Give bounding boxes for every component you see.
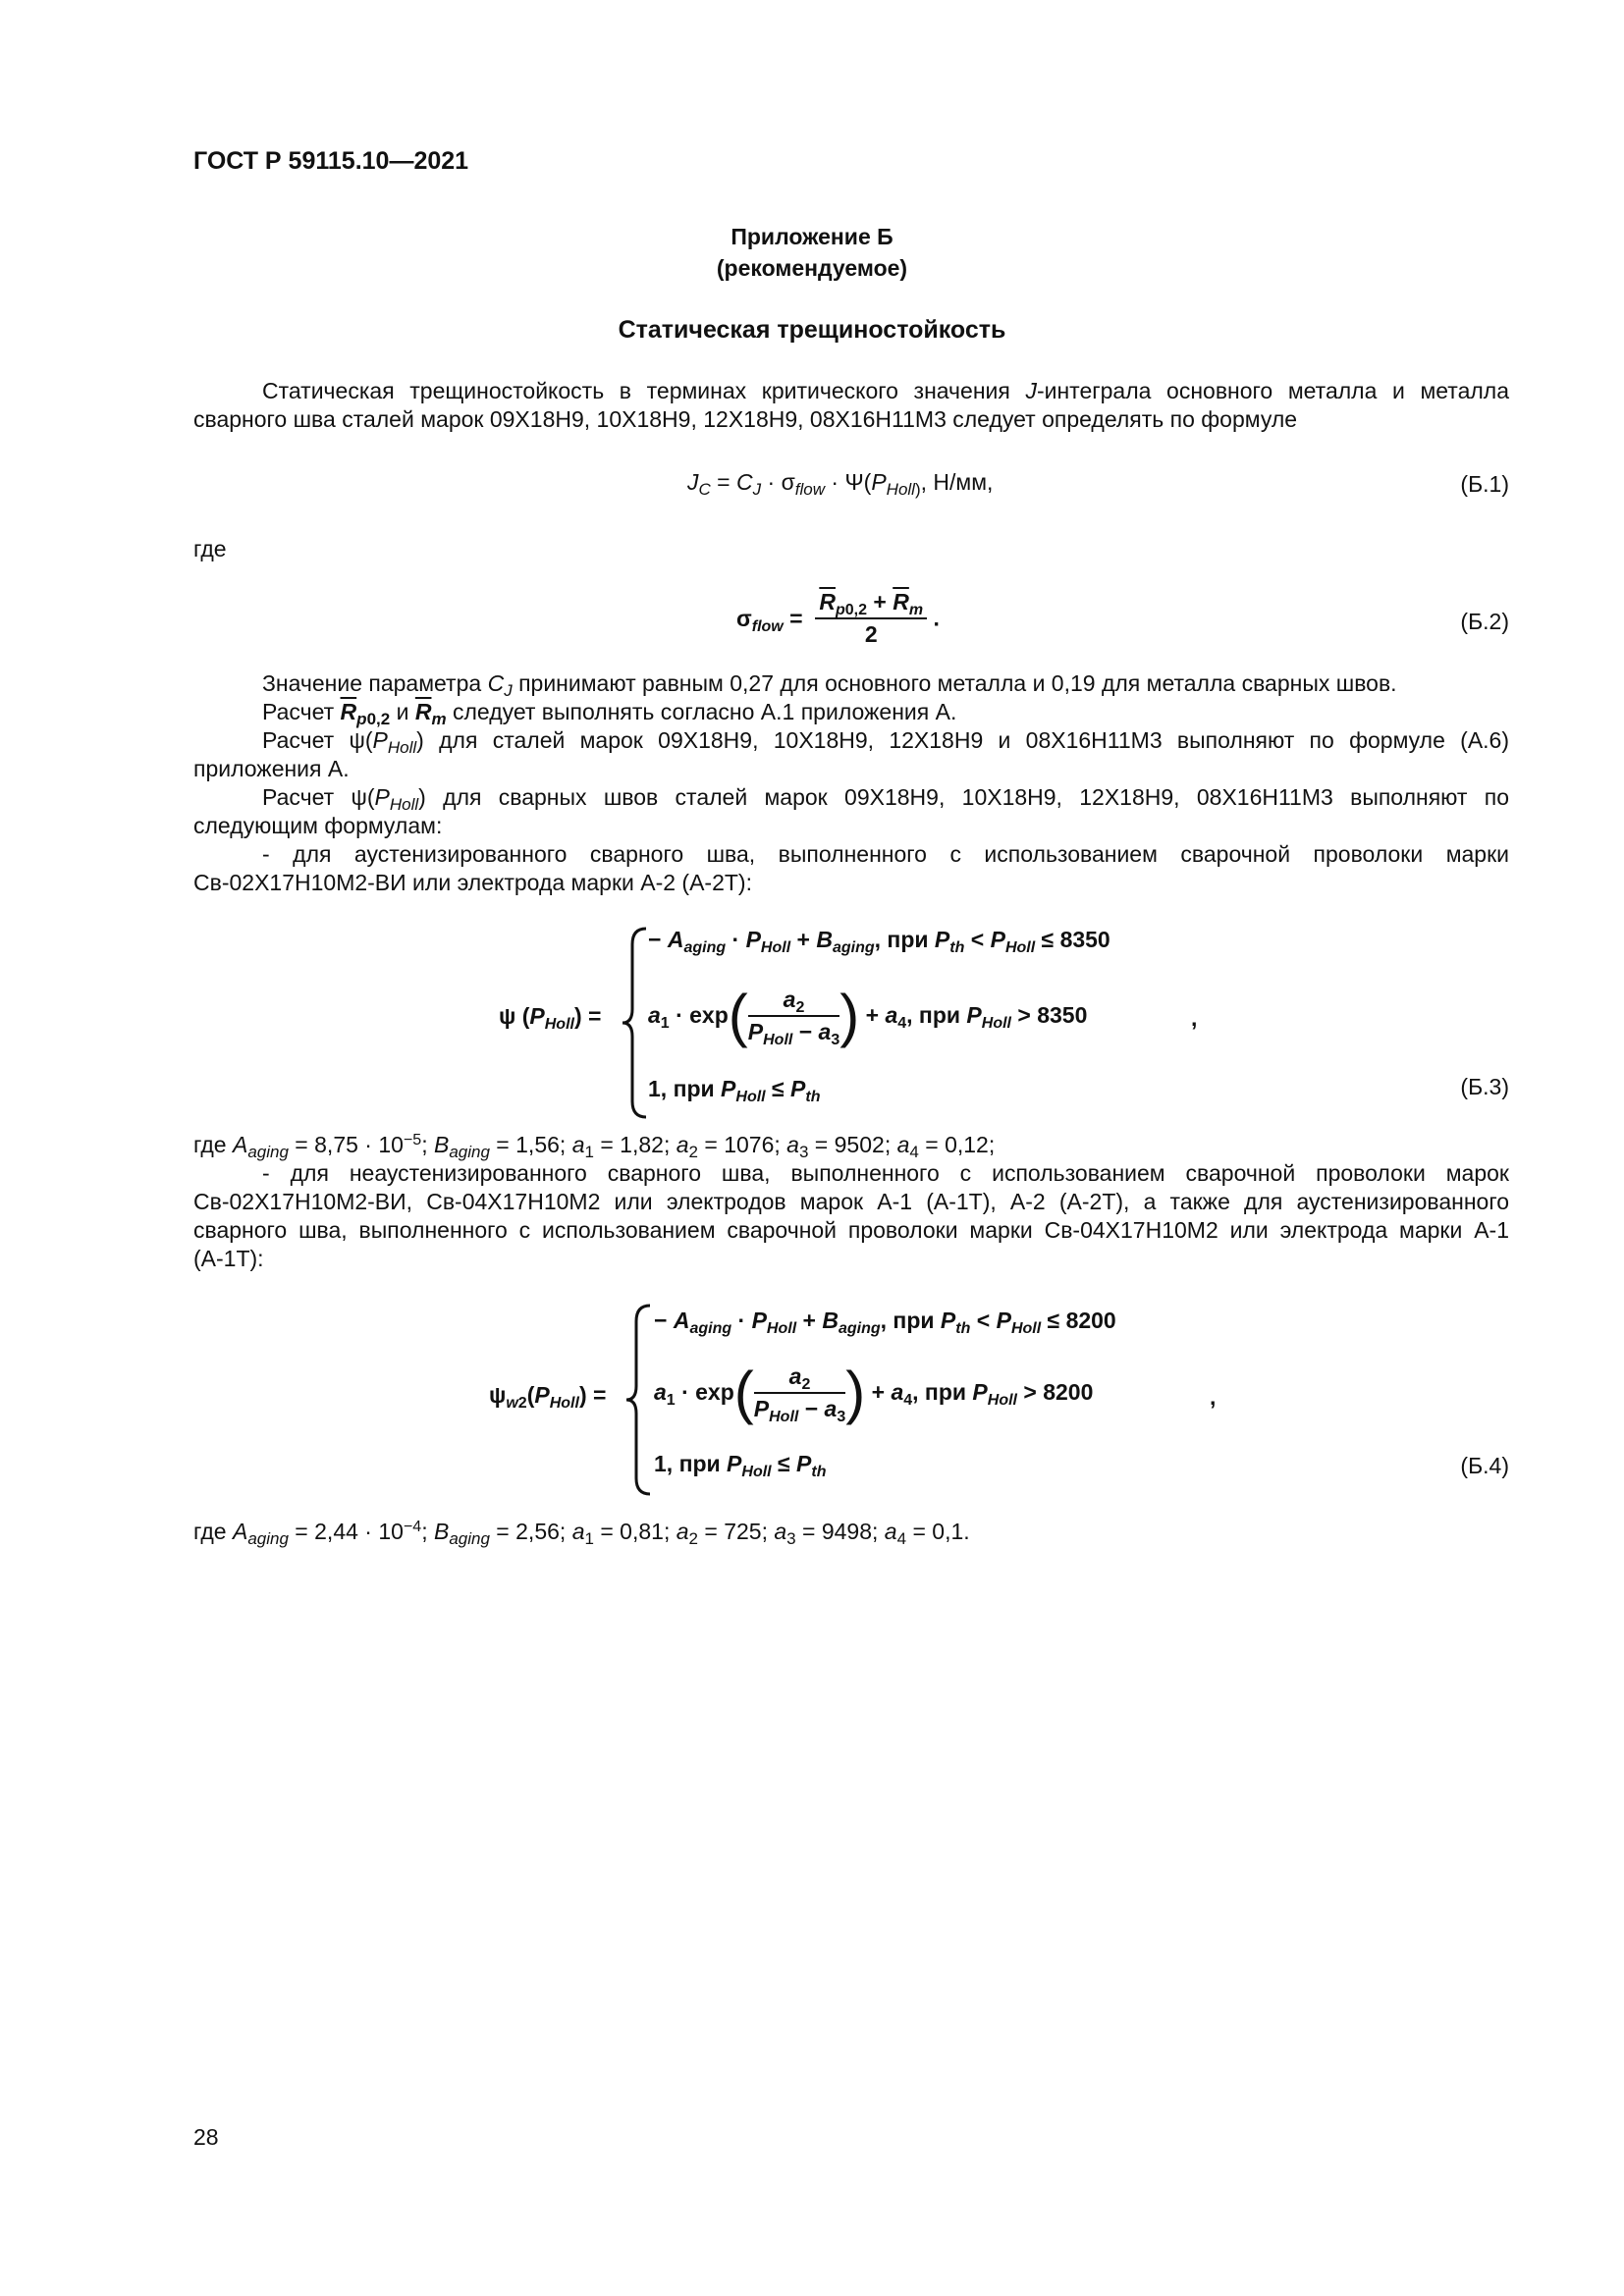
- eq3-lhs: ψ $(P_{Holl})$ =: [499, 1003, 602, 1033]
- eq4-case1: − $A_{aging} \cdot P_{Holl} + B_{aging}$, при $P_{th} < P_{Holl} \le 8200$: [654, 1308, 1116, 1337]
- eq1-number: (Б.1): [1460, 471, 1509, 497]
- eq4-lhs: $\psi_{w2}(P_{Holl})$ =: [489, 1382, 607, 1412]
- eq3-params: где $A_{aging} = 8,75 \cdot 10^{-5}$; $B_{aging} = 1,56$; $a_1 = 1,82$; $a_2 = 1076$; $a_3 = 9502$; $a_4 = 0,12$;: [193, 1132, 996, 1161]
- eq4-comma: ,: [1210, 1384, 1217, 1410]
- cj-paragraph: Значение параметра $C_J$ принимают равным 0,27 для основного металла и 0,19 для металла сварных швов.: [262, 670, 1397, 700]
- page-number: 28: [193, 2124, 219, 2150]
- intro-text-end: -интеграла основного металла и металла сварного шва сталей марок 09Х18Н9, 10Х18Н9, 12Х18Н9, 08Х16Н11М3 следует определять по формуле: [193, 378, 1509, 432]
- eq4-brace: [624, 1302, 654, 1498]
- calc-psi1-paragraph: Расчет $\psi(P_{Holl})$ для сталей марок 09Х18Н9, 10Х18Н9, 12Х18Н9 и 08Х16Н11М3 выполняют по формуле (А.6) приложения А.: [193, 727, 1509, 781]
- eq3-case1: − $A_{aging} \cdot P_{Holl} + B_{aging}$, при $P_{th} < P_{Holl} \le 8350$: [648, 927, 1110, 956]
- equation-b1: $J_C = C_J \cdot \sigma_{flow} \cdot \Psi(P_{Holl)}$, Н/мм,: [687, 469, 994, 499]
- calc-psi2-paragraph: Расчет $\psi(P_{Holl})$ для сварных швов сталей марок 09Х18Н9, 10Х18Н9, 12Х18Н9, 08Х16Н11М3 выполняют по следующим формулам:: [193, 784, 1510, 838]
- eq4-case3: 1, при $P_{Holl} \le P_{th}$: [654, 1451, 827, 1480]
- eq4-case2: $a_1 \cdot \exp$( $\frac{a_2}{P_{Holl} - a_3}$ ) + $a_4$, при $P_{Holl} > 8200$: [654, 1360, 1094, 1425]
- where-label: где: [193, 536, 227, 561]
- intro-text-start: Статическая трещиностойкость в терминах критического значения: [262, 378, 1026, 403]
- eq3-number: (Б.3): [1460, 1074, 1509, 1099]
- bullet-2: - для неаустенизированного сварного шва, выполненного с использованием сварочной проволоки марок Св-02Х17Н10М2-ВИ, Св-04Х17Н10М2 или электродов марок А-1 (А-1Т), А-2 (А-2Т), а также для аустенизированного сварного шва, выполненного с использованием сварочной проволоки марки Св-04Х17Н10М2 или электрода марки А-1 (А-1Т):: [193, 1160, 1509, 1271]
- eq3-case2: $a_1 \cdot \exp$( $\frac{a_2}{P_{Holl} - a_3}$ ) + $a_4$, при $P_{Holl} > 8350$: [648, 983, 1088, 1048]
- document-header: ГОСТ Р 59115.10—2021: [193, 147, 469, 175]
- bullet-1: - для аустенизированного сварного шва, выполненного с использованием сварочной проволоки марки Св-02Х17Н10М2-ВИ или электрода марки А-2 (А-2Т):: [193, 841, 1509, 895]
- appendix-title: Приложение Б: [731, 224, 893, 249]
- calc-r-paragraph: Расчет $\overline{R}_{p0,2}$ и $\overline{R}_m$ следует выполнять согласно А.1 приложения А.: [262, 699, 957, 728]
- eq3-case3: 1, при $P_{Holl} \le P_{th}$: [648, 1076, 821, 1105]
- eq4-params: где $A_{aging} = 2,44 \cdot 10^{-4}$; $B_{aging} = 2,56$; $a_1 = 0,81$; $a_2 = 725$; $a_3 = 9498$; $a_4 = 0,1$.: [193, 1519, 970, 1548]
- eq3-brace: [621, 925, 650, 1121]
- eq4-number: (Б.4): [1460, 1453, 1509, 1478]
- equation-b2: $\sigma_{flow}$ = $\frac{\overline{R}_{p0,2} + \overline{R}_m}{2}$ .: [736, 589, 940, 647]
- eq2-fraction: $\frac{\overline{R}_{p0,2} + \overline{R}_m}{2}$: [815, 589, 927, 648]
- eq3-comma: ,: [1191, 1005, 1198, 1031]
- appendix-status: (рекомендуемое): [716, 255, 908, 281]
- eq1-unit: , Н/мм,: [920, 469, 994, 495]
- j-symbol: J: [1025, 378, 1037, 403]
- section-title: Статическая трещиностойкость: [618, 316, 1006, 344]
- eq2-number: (Б.2): [1460, 609, 1509, 634]
- intro-paragraph: [193, 377, 1509, 434]
